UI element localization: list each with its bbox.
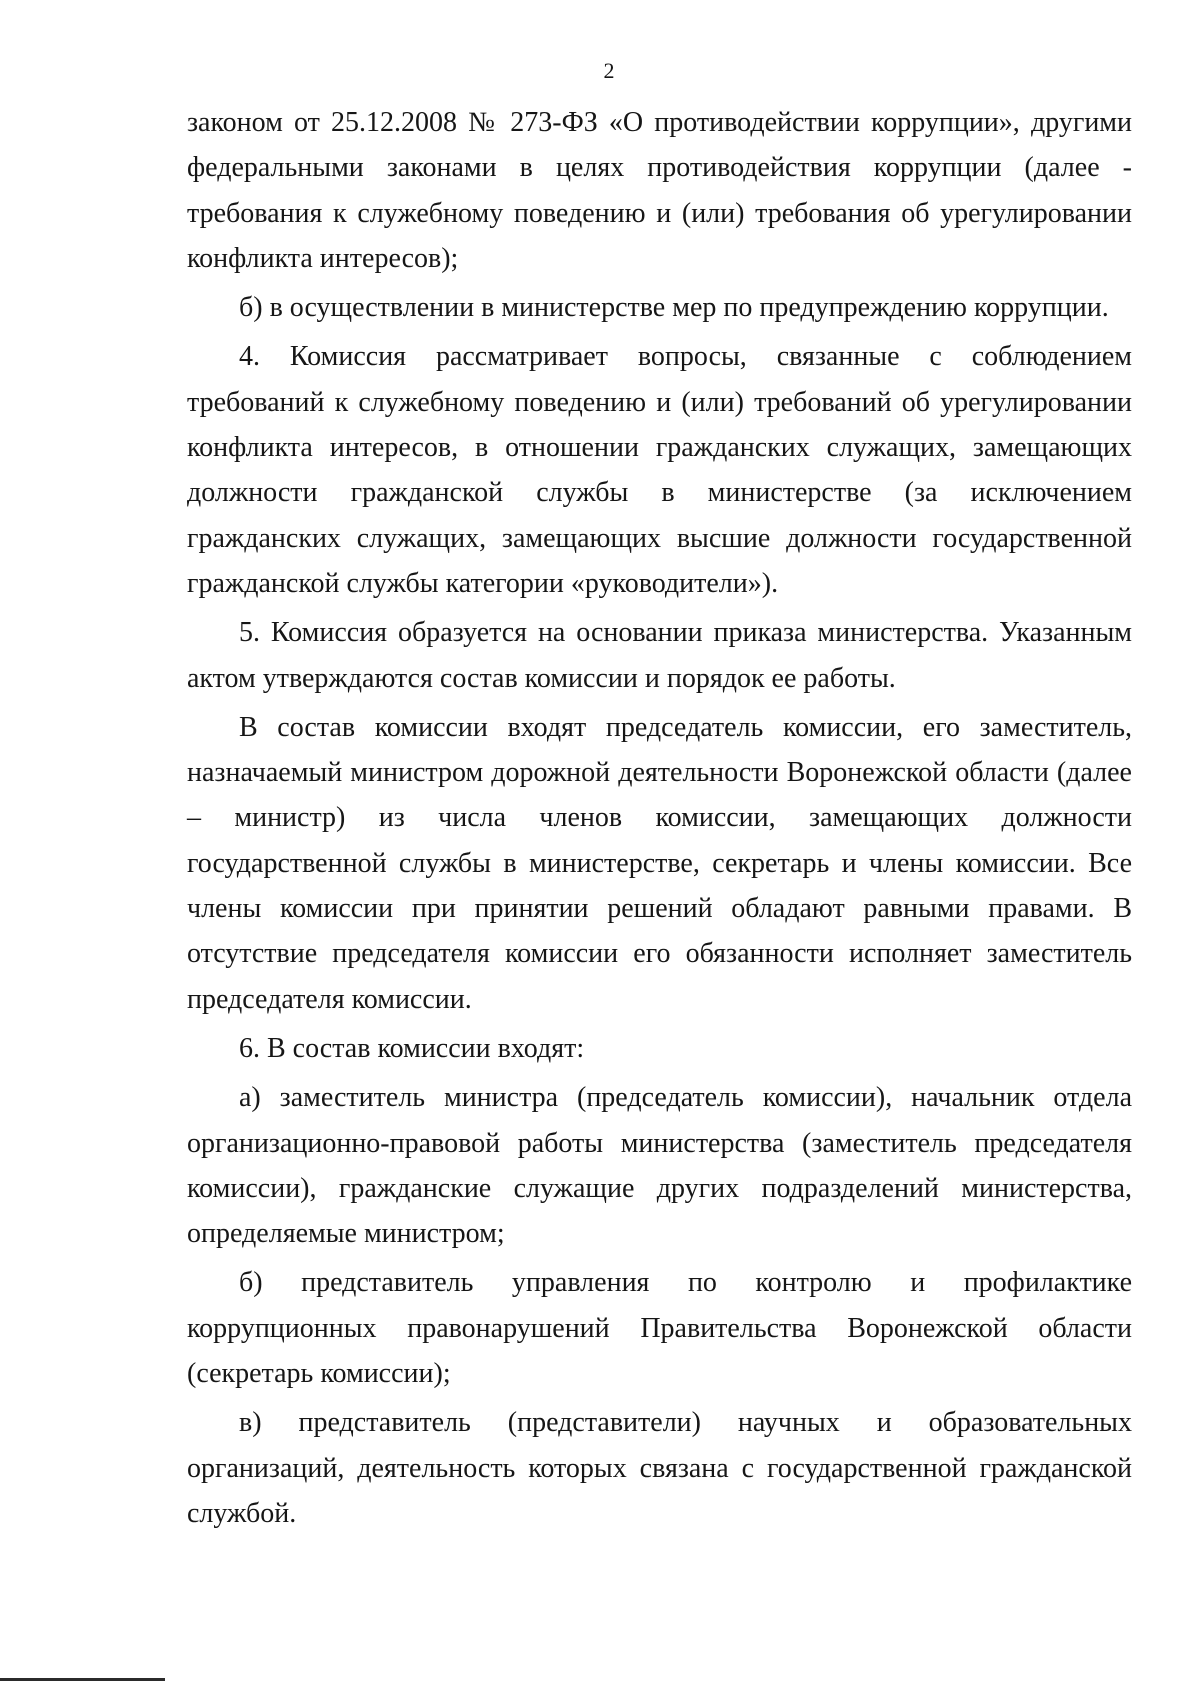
page-number: 2 xyxy=(603,58,615,83)
paragraph-item-b: б) в осуществлении в министерстве мер по предупреждению коррупции. xyxy=(239,292,1109,324)
paragraph-clause-5: 5. Комиссия образуется на основании приказа министерства. Указанным актом утверждаются состав комиссии и порядок ее работы. xyxy=(187,617,1132,694)
paragraph-item-a: а) заместитель министра (председатель комиссии), начальник отдела организационно-правовой работы министерства (заместитель председателя комиссии), гражданские служащие других подразделений министерства, определяемые министром; xyxy=(187,1082,1132,1250)
document-body xyxy=(187,100,1132,1536)
paragraph-clause-6: 6. В состав комиссии входят: xyxy=(239,1032,585,1064)
paragraph-continuation: законом от 25.12.2008 № 273-ФЗ «О противодействии коррупции», другими федеральными законами в целях противодействия коррупции (далее - требования к служебному поведению и (или) требования об урегулировании конфликта интересов); xyxy=(187,107,1132,274)
paragraph-item-b2: б) представитель управления по контролю и профилактике коррупционных правонарушений Правительства Воронежской области (секретарь комиссии); xyxy=(187,1267,1132,1390)
page-edge-rule xyxy=(0,1678,165,1681)
paragraph-commission-composition: В состав комиссии входят председатель комиссии, его заместитель, назначаемый министром дорожной деятельности Воронежской области (далее – министр) из числа членов комиссии, замещающих должности государственной службы в министерстве, секретарь и члены комиссии. Все члены комиссии при принятии решений обладают равными правами. В отсутствие председателя комиссии его обязанности исполняет заместитель председателя комиссии. xyxy=(187,711,1132,1015)
paragraph-item-v: в) представитель (представители) научных и образовательных организаций, деятельность которых связана с государственной гражданской службой. xyxy=(187,1407,1132,1529)
paragraph-clause-4: 4. Комиссия рассматривает вопросы, связанные с соблюдением требований к служебному поведению и (или) требований об урегулировании конфликта интересов, в отношении гражданских служащих, замещающих должности гражданской службы в министерстве (за исключением гражданских служащих, замещающих высшие должности государственной гражданской службы категории «руководители»). xyxy=(187,341,1132,599)
